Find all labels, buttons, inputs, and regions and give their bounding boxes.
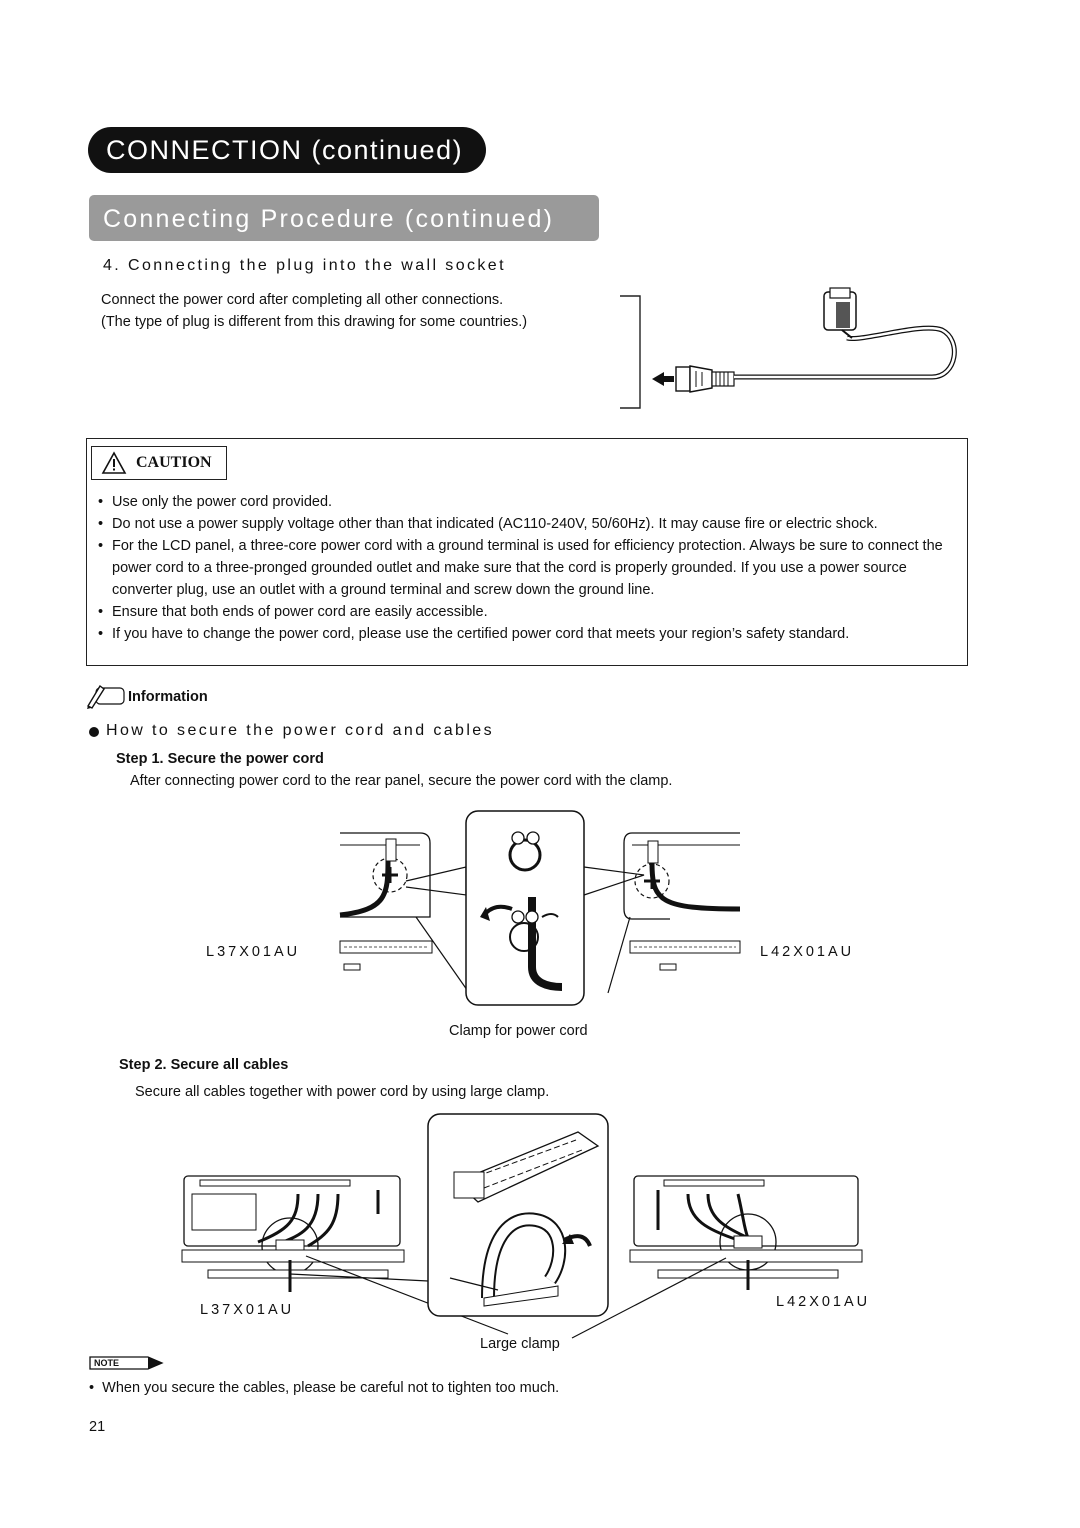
subsection-title: Connecting Procedure (continued) <box>89 195 599 241</box>
step4-line1: Connect the power cord after completing all other connections. <box>101 292 504 308</box>
power-plug-illustration <box>612 280 972 415</box>
note-tag <box>88 1356 164 1370</box>
note-text-row <box>89 1377 559 1399</box>
caution-item: • Ensure that both ends of power cord are easily accessible. <box>98 601 960 623</box>
step1-text: After connecting power cord to the rear panel, secure the power cord with the clamp. <box>130 773 673 789</box>
step2-title: Step 2. Secure all cables <box>119 1057 289 1073</box>
step2-text: Secure all cables together with power cord by using large clamp. <box>135 1084 550 1100</box>
step4-heading: 4. Connecting the plug into the wall socket <box>103 257 506 274</box>
section-title: CONNECTION (continued) <box>88 127 486 173</box>
secure-heading: How to secure the power cord and cables <box>106 722 494 739</box>
caution-item: • If you have to change the power cord, please use the certified power cord that meets your region’s safety standard. <box>98 623 960 645</box>
model-label-left: L37X01AU <box>206 944 301 960</box>
note-text: When you secure the cables, please be careful not to tighten too much. <box>102 1380 560 1396</box>
caution-list <box>98 491 960 645</box>
large-clamp-illustration <box>178 1110 878 1355</box>
note-label: NOTE <box>94 1358 120 1368</box>
note-bullet: • <box>89 1380 103 1396</box>
clamp-power-cord-illustration <box>300 805 760 1010</box>
caution-label-box <box>91 446 227 480</box>
large-clamp-caption: Large clamp <box>480 1336 560 1352</box>
model-label-right: L42X01AU <box>776 1294 871 1310</box>
pencil-note-icon <box>84 682 126 710</box>
page-number: 21 <box>89 1419 106 1435</box>
bullet-dot-icon <box>89 727 99 737</box>
caution-item: • For the LCD panel, a three-core power cord with a ground terminal is used for efficiency protection. Always be sure to connect the power cord to a three-pronged grounded outlet and make sure that the cord is properly grounded. If you use a power source converter plug, use an outlet with a ground terminal and screw down the ground line. <box>98 535 960 601</box>
caution-item: • Do not use a power supply voltage other than that indicated (AC110-240V, 50/60Hz). It may cause fire or electric shock. <box>98 513 960 535</box>
model-label-right: L42X01AU <box>760 944 855 960</box>
caution-label: CAUTION <box>136 454 212 471</box>
information-label: Information <box>128 689 208 705</box>
step1-title: Step 1. Secure the power cord <box>116 751 324 767</box>
warning-triangle-icon <box>101 451 127 475</box>
model-label-left: L37X01AU <box>200 1302 295 1318</box>
step4-line2: (The type of plug is different from this drawing for some countries.) <box>101 314 528 330</box>
clamp-caption: Clamp for power cord <box>449 1023 588 1039</box>
caution-item: • Use only the power cord provided. <box>98 491 960 513</box>
